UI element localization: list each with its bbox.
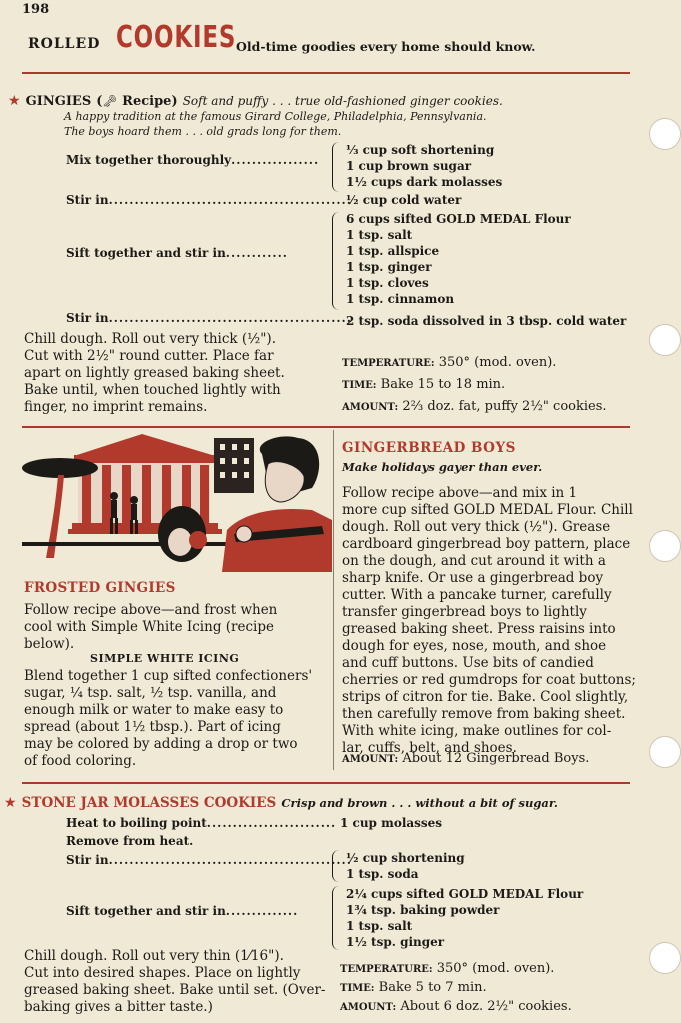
stone-jar-temperature: TEMPERATURE: 350° (mod. oven).: [340, 961, 555, 976]
gingerbread-boys-tagline: Make holidays gayer than ever.: [342, 460, 543, 474]
stone-jar-heading: [4, 792, 558, 811]
ingredient: 1 tsp. salt: [346, 919, 413, 933]
gingies-directions: Chill dough. Roll out very thick (½"). Cut with 2½" round cutter. Place far apart on lightly greased baking sheet. Bake until, when touched lightly with finger, no imprint remains.: [24, 331, 285, 415]
section-rule: [22, 782, 630, 784]
ingredient: 1 tsp. salt: [346, 228, 413, 242]
brace: [332, 886, 339, 950]
brace: [332, 212, 339, 310]
section-rule: [22, 426, 630, 428]
gingies-tagline: Soft and puffy . . . true old-fashioned ginger cookies.: [182, 94, 503, 108]
column-divider: [333, 430, 334, 770]
binder-hole: [649, 736, 681, 768]
ingredient: 2¼ cups sifted GOLD MEDAL Flour: [346, 887, 584, 901]
stone-jar-title: STONE JAR MOLASSES COOKIES: [21, 795, 277, 811]
ingredient: 1 tsp. cinnamon: [346, 292, 455, 306]
page-number: 198: [22, 2, 50, 17]
stone-jar-step4: Sift together and stir in..............: [66, 904, 299, 918]
temple-pediment: [77, 434, 212, 455]
ingredient: 1 tsp. soda: [346, 867, 419, 881]
gingies-step2: Stir in...............................................: [66, 193, 352, 207]
page-subtitle: Old-time goodies every home should know.: [236, 39, 536, 54]
recipe-tag: Recipe): [122, 94, 178, 109]
gingies-temperature: TEMPERATURE: 350° (mod. oven).: [342, 355, 557, 370]
page-title: COOKIES: [116, 20, 237, 55]
ingredient: 1 tsp. cloves: [346, 276, 429, 290]
binder-hole: [649, 324, 681, 356]
frosted-gingies-text: Follow recipe above—and frost when cool with Simple White Icing (recipe below).: [24, 602, 278, 652]
gingies-step1: Mix together thoroughly.................: [66, 153, 320, 167]
ingredient: 1 cup molasses: [340, 816, 443, 830]
ingredient: 1 tsp. allspice: [346, 244, 440, 258]
brace: [332, 142, 339, 192]
stone-jar-time: TIME: Bake 5 to 7 min.: [340, 980, 487, 995]
gingies-amount: AMOUNT: 2⅔ doz. fat, puffy 2½" cookies.: [342, 399, 607, 414]
ingredient: ⅓ cup soft shortening: [346, 143, 495, 157]
gingies-time: TIME: Bake 15 to 18 min.: [342, 377, 506, 392]
key-icon: 🗝: [102, 94, 118, 108]
gingies-intro-1: A happy tradition at the famous Girard College, Philadelphia, Pennsylvania.: [64, 110, 487, 123]
binder-hole: [649, 118, 681, 150]
binder-hole: [649, 942, 681, 974]
ingredient: ½ cup cold water: [346, 193, 462, 207]
frosted-gingies-title: FROSTED GINGIES: [24, 580, 176, 596]
gingies-step4: Stir in...............................................: [66, 311, 352, 325]
header-rule: [22, 72, 630, 74]
stone-jar-step1: Heat to boiling point.........................: [66, 816, 337, 830]
icing-text: Blend together 1 cup sifted confectioners' sugar, ¼ tsp. salt, ½ tsp. vanilla, and enough milk or water to make easy to spread (about 1½ tbsp.). Part of icing may be colored by adding a drop or two of food coloring.: [24, 668, 313, 769]
category-label: ROLLED: [28, 36, 101, 52]
star-icon: ★: [8, 93, 21, 109]
stone-jar-tagline: Crisp and brown . . . without a bit of sugar.: [281, 796, 558, 810]
icing-title: SIMPLE WHITE ICING: [90, 652, 240, 665]
ingredient: 1½ tsp. ginger: [346, 935, 445, 949]
star-icon: ★: [4, 795, 17, 811]
brace: [332, 850, 339, 882]
gingies-title: GINGIES: [25, 94, 92, 109]
binder-hole: [649, 530, 681, 562]
stone-jar-amount: AMOUNT: About 6 doz. 2½" cookies.: [340, 999, 572, 1014]
ingredient: 2 tsp. soda dissolved in 3 tbsp. cold water: [346, 314, 627, 328]
gingerbread-boys-text: Follow recipe above—and mix in 1 more cup sifted GOLD MEDAL Flour. Chill dough. Roll out very thick (½"). Grease cardboard gingerbread boy pattern, place on the dough, and cut around it with a sharp knife. Or use a gingerbread boy cutter. With a pancake turner, carefully transfer gingerbread boys to lightly greased baking sheet. Press raisins into dough for eyes, nose, mouth, and shoe and cuff buttons. Use bits of candied cherries or red gumdrops for coat buttons; strips of citron for tie. Bake. Cool slightly, then carefully remove from baking sheet. With white icing, make outlines for col- lar, cuffs, belt, and shoes.: [342, 485, 636, 756]
ingredient: 1½ cups dark molasses: [346, 175, 503, 189]
gingerbread-boys-amount: AMOUNT: About 12 Gingerbread Boys.: [342, 751, 590, 766]
gingies-step3: Sift together and stir in............: [66, 246, 288, 260]
gingies-intro-2: The boys hoard them . . . old grads long for them.: [64, 125, 342, 138]
gingies-heading: ★ GINGIES (🗝 Recipe) Soft and puffy . . . true old-fashioned ginger cookies.: [8, 93, 503, 109]
ingredient: 6 cups sifted GOLD MEDAL Flour: [346, 212, 571, 226]
stone-jar-step2: Remove from heat.: [66, 834, 194, 848]
ingredient: ½ cup shortening: [346, 851, 465, 865]
ingredient: 1¾ tsp. baking powder: [346, 903, 500, 917]
girard-college-illustration: [22, 430, 332, 572]
ingredient: 1 cup brown sugar: [346, 159, 472, 173]
stone-jar-directions: Chill dough. Roll out very thin (1⁄16"). Cut into desired shapes. Place on lightly greased baking sheet. Bake until set. (Over- baking gives a bitter taste.): [24, 948, 326, 1015]
gingerbread-boys-title: GINGERBREAD BOYS: [342, 440, 516, 456]
ingredient: 1 tsp. ginger: [346, 260, 432, 274]
stone-jar-step3: Stir in...............................................: [66, 853, 352, 867]
